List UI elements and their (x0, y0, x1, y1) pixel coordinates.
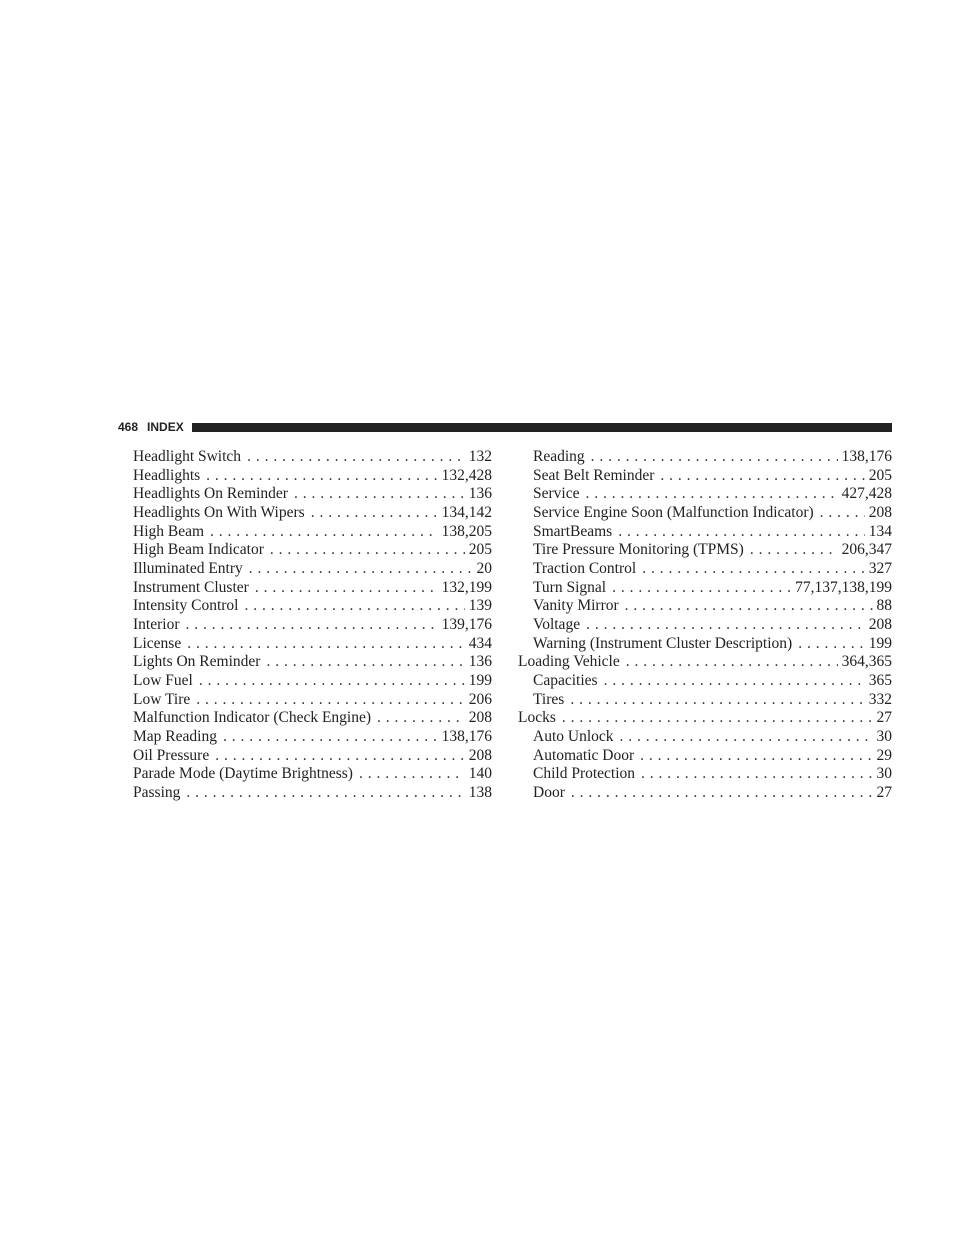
index-entry (518, 653, 892, 672)
index-term: Service (533, 485, 580, 503)
index-term: Headlight Switch (133, 448, 242, 465)
index-page-numbers: 132,428 (441, 466, 492, 484)
index-entry (518, 523, 892, 542)
dot-leader (642, 560, 865, 579)
index-page-numbers: 132,199 (441, 578, 492, 596)
index-term: Low Fuel (133, 671, 193, 689)
dot-leader (585, 485, 837, 504)
index-term: Low Tire (133, 690, 191, 708)
index-term: SmartBeams (533, 522, 613, 540)
index-entry (518, 541, 892, 560)
dot-leader (255, 579, 438, 598)
index-page-numbers: 206 (468, 690, 492, 708)
dot-leader (626, 653, 838, 672)
index-term: Interior (133, 615, 180, 633)
index-page-numbers: 365 (868, 671, 892, 689)
index-entry (518, 504, 892, 523)
index-term: Door (533, 783, 565, 801)
index-entry (518, 579, 892, 598)
index-column-right (518, 448, 892, 802)
index-term: Tire Pressure Monitoring (TPMS) (533, 541, 744, 559)
index-page-numbers: 138,176 (841, 448, 892, 465)
dot-leader (586, 616, 865, 635)
index-term: Vanity Mirror (533, 597, 619, 615)
index-entry (518, 467, 892, 486)
index-page-numbers: 134,142 (441, 503, 492, 521)
index-term: Child Protection (533, 765, 636, 783)
index-page-numbers: 132 (468, 448, 492, 465)
index-page-numbers: 30 (876, 727, 892, 745)
dot-leader (249, 560, 473, 579)
index-term: Map Reading (133, 727, 217, 745)
index-entry (518, 709, 892, 728)
index-term: Oil Pressure (133, 746, 210, 764)
index-page-numbers: 134 (868, 522, 892, 540)
index-entry (118, 467, 492, 486)
index-entry (118, 709, 492, 728)
index-entry (518, 485, 892, 504)
index-page-numbers: 139 (468, 597, 492, 615)
index-entry (518, 560, 892, 579)
index-page-numbers: 29 (876, 746, 892, 764)
index-entry (118, 597, 492, 616)
index-entry (118, 784, 492, 803)
index-term: Turn Signal (533, 578, 607, 596)
index-page-numbers: 139,176 (441, 615, 492, 633)
index-page-numbers: 327 (868, 559, 892, 577)
index-page-numbers: 208 (468, 746, 492, 764)
dot-leader (750, 541, 838, 560)
index-entry (118, 448, 492, 467)
index-entry (118, 523, 492, 542)
index-entry (118, 765, 492, 784)
index-term: Warning (Instrument Cluster Description) (533, 634, 793, 652)
index-term: Illuminated Entry (133, 559, 243, 577)
index-term: Passing (133, 783, 181, 801)
dot-leader (196, 691, 464, 710)
page-number: 468 (118, 420, 139, 434)
dot-leader (187, 635, 465, 654)
dot-leader (562, 709, 873, 728)
index-page-numbers: 206,347 (841, 541, 892, 559)
dot-leader (820, 504, 865, 523)
index-entry (518, 616, 892, 635)
dot-leader (185, 616, 437, 635)
dot-leader (641, 765, 872, 784)
index-entry (118, 485, 492, 504)
index-entry (118, 616, 492, 635)
index-entry (118, 635, 492, 654)
dot-leader (294, 485, 465, 504)
index-term: Instrument Cluster (133, 578, 249, 596)
dot-leader (223, 728, 438, 747)
index-term: License (133, 634, 182, 652)
index-term: High Beam Indicator (133, 541, 264, 559)
index-page-numbers: 136 (468, 485, 492, 503)
index-entry (118, 747, 492, 766)
dot-leader (377, 709, 465, 728)
index-entry (518, 635, 892, 654)
index-page-numbers: 27 (876, 783, 892, 801)
index-entry (118, 672, 492, 691)
dot-leader (206, 467, 437, 486)
index-page-numbers: 199 (468, 671, 492, 689)
index-term: Parade Mode (Daytime Brightness) (133, 765, 353, 783)
index-entry (518, 672, 892, 691)
index-page-numbers: 138,176 (441, 727, 492, 745)
page-header (118, 420, 892, 434)
dot-leader (571, 784, 873, 803)
dot-leader (266, 653, 464, 672)
dot-leader (244, 597, 464, 616)
index-page-numbers: 427,428 (841, 485, 892, 503)
dot-leader (625, 597, 873, 616)
index-column-left (118, 448, 492, 802)
index-page-numbers: 208 (868, 503, 892, 521)
index-term: Intensity Control (133, 597, 239, 615)
index-page-numbers: 434 (468, 634, 492, 652)
index-page-numbers: 138,205 (441, 522, 492, 540)
index-entry (518, 747, 892, 766)
index-term: Malfunction Indicator (Check Engine) (133, 709, 372, 727)
index-term: Capacities (533, 671, 598, 689)
index-entry (518, 728, 892, 747)
index-page-numbers: 88 (876, 597, 892, 615)
dot-leader (210, 523, 438, 542)
index-entry (118, 728, 492, 747)
dot-leader (640, 747, 872, 766)
index-term: Tires (533, 690, 565, 708)
index-page-numbers: 138 (468, 783, 492, 801)
index-entry (518, 597, 892, 616)
index-page-numbers: 205 (868, 466, 892, 484)
index-term: Locks (518, 709, 556, 727)
dot-leader (620, 728, 873, 747)
index-entry (118, 579, 492, 598)
dot-leader (199, 672, 465, 691)
index-entry (118, 560, 492, 579)
index-term: Loading Vehicle (518, 653, 620, 671)
section-title: INDEX (147, 420, 184, 434)
index-page-numbers: 140 (468, 765, 492, 783)
index-page-numbers: 199 (868, 634, 892, 652)
index-term: Headlights On With Wipers (133, 503, 305, 521)
header-rule (192, 423, 892, 432)
dot-leader (247, 448, 465, 467)
index-entry (518, 448, 892, 467)
index-term: Traction Control (533, 559, 637, 577)
dot-leader (311, 504, 438, 523)
index-page-numbers: 205 (468, 541, 492, 559)
index-page-numbers: 136 (468, 653, 492, 671)
dot-leader (359, 765, 465, 784)
dot-leader (570, 691, 864, 710)
index-term: Reading (533, 448, 585, 465)
index-page-numbers: 208 (468, 709, 492, 727)
index-term: Automatic Door (533, 746, 635, 764)
index-page-numbers: 364,365 (841, 653, 892, 671)
index-page-numbers: 332 (868, 690, 892, 708)
index-entry (118, 541, 492, 560)
index-page-numbers: 77,137,138,199 (795, 578, 892, 596)
dot-leader (270, 541, 465, 560)
dot-leader (186, 784, 464, 803)
index-term: Headlights (133, 466, 201, 484)
index-entry (518, 765, 892, 784)
index-page-numbers: 20 (476, 559, 492, 577)
index-page-numbers: 27 (876, 709, 892, 727)
dot-leader (660, 467, 864, 486)
dot-leader (618, 523, 865, 542)
index-entry (518, 784, 892, 803)
index-entry (518, 691, 892, 710)
index-entry (118, 691, 492, 710)
dot-leader (612, 579, 791, 598)
index-page-numbers: 208 (868, 615, 892, 633)
index-term: Voltage (533, 615, 581, 633)
dot-leader (604, 672, 865, 691)
dot-leader (215, 747, 465, 766)
index-page-numbers: 30 (876, 765, 892, 783)
index-entry (118, 504, 492, 523)
index-entry (118, 653, 492, 672)
index-term: Headlights On Reminder (133, 485, 288, 503)
index-term: Seat Belt Reminder (533, 466, 655, 484)
index-term: Lights On Reminder (133, 653, 261, 671)
index-term: Auto Unlock (533, 727, 614, 745)
index-term: High Beam (133, 522, 205, 540)
index-term: Service Engine Soon (Malfunction Indicator) (533, 503, 814, 521)
dot-leader (591, 448, 838, 467)
dot-leader (798, 635, 865, 654)
